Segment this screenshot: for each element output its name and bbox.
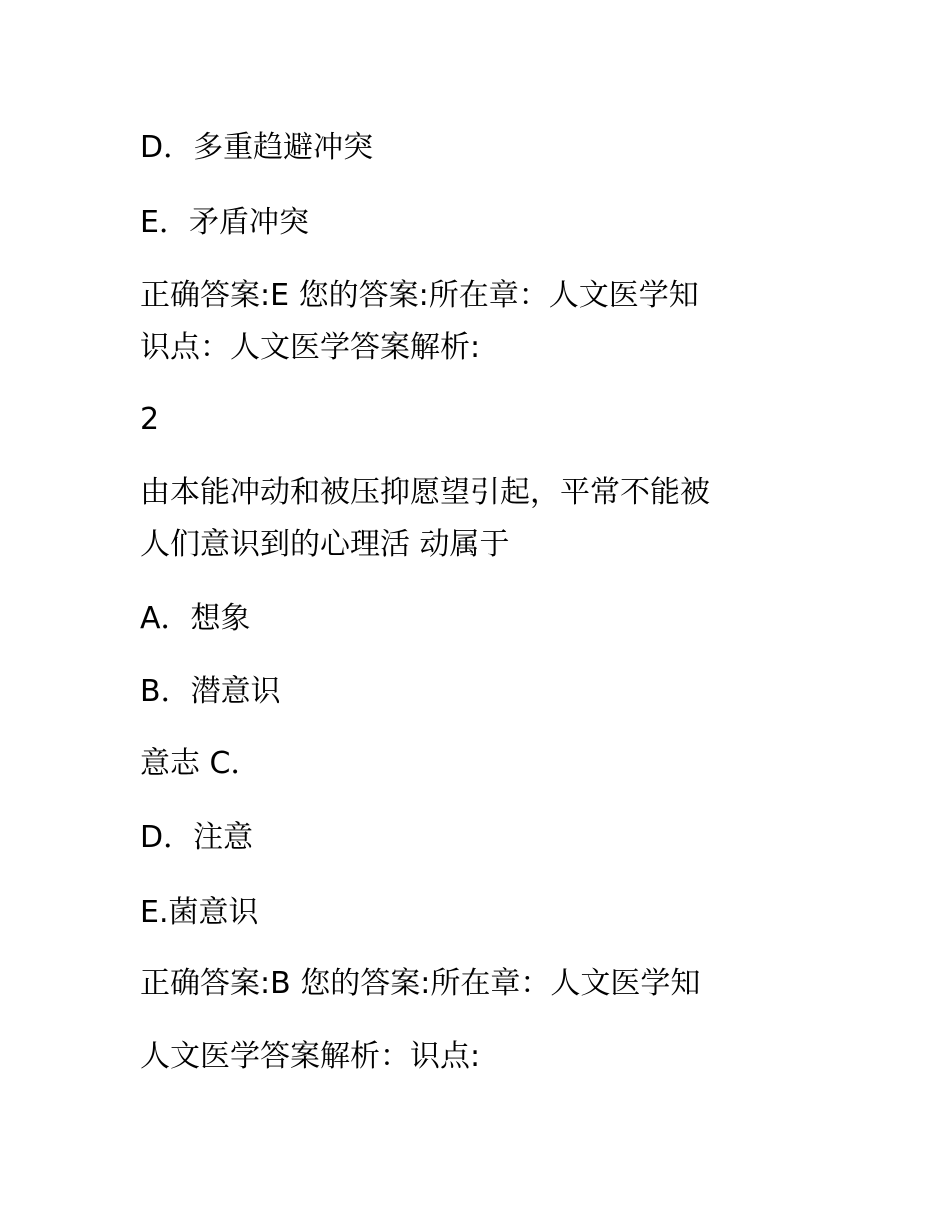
option-e-line-2: E.菌意识 (140, 895, 259, 930)
option-a-line: A．想象 (140, 601, 251, 636)
option-e-line: E．矛盾冲突 (140, 205, 309, 240)
question-text-line-1: 由本能冲动和被压抑愿望引起，平常不能被 (140, 475, 710, 510)
knowledge-point-line: 识点：人文医学答案解析: (140, 330, 481, 365)
question-text-line-2: 人们意识到的心理活 动属于 (140, 527, 510, 562)
option-d-line-2: D．注意 (140, 820, 254, 855)
option-b-line: B．潜意识 (140, 674, 281, 709)
option-d-line: D．多重趋避冲突 (140, 130, 374, 165)
option-c-line: 意志 C． (140, 746, 261, 781)
question-number: 2 (140, 402, 160, 437)
answer-line: 正确答案:E 您的答案:所在章：人文医学知 (140, 278, 699, 313)
answer-line-2: 正确答案:B 您的答案:所在章：人文医学知 (140, 966, 701, 1001)
knowledge-point-line-2: 人文医学答案解析：识点: (140, 1039, 481, 1074)
